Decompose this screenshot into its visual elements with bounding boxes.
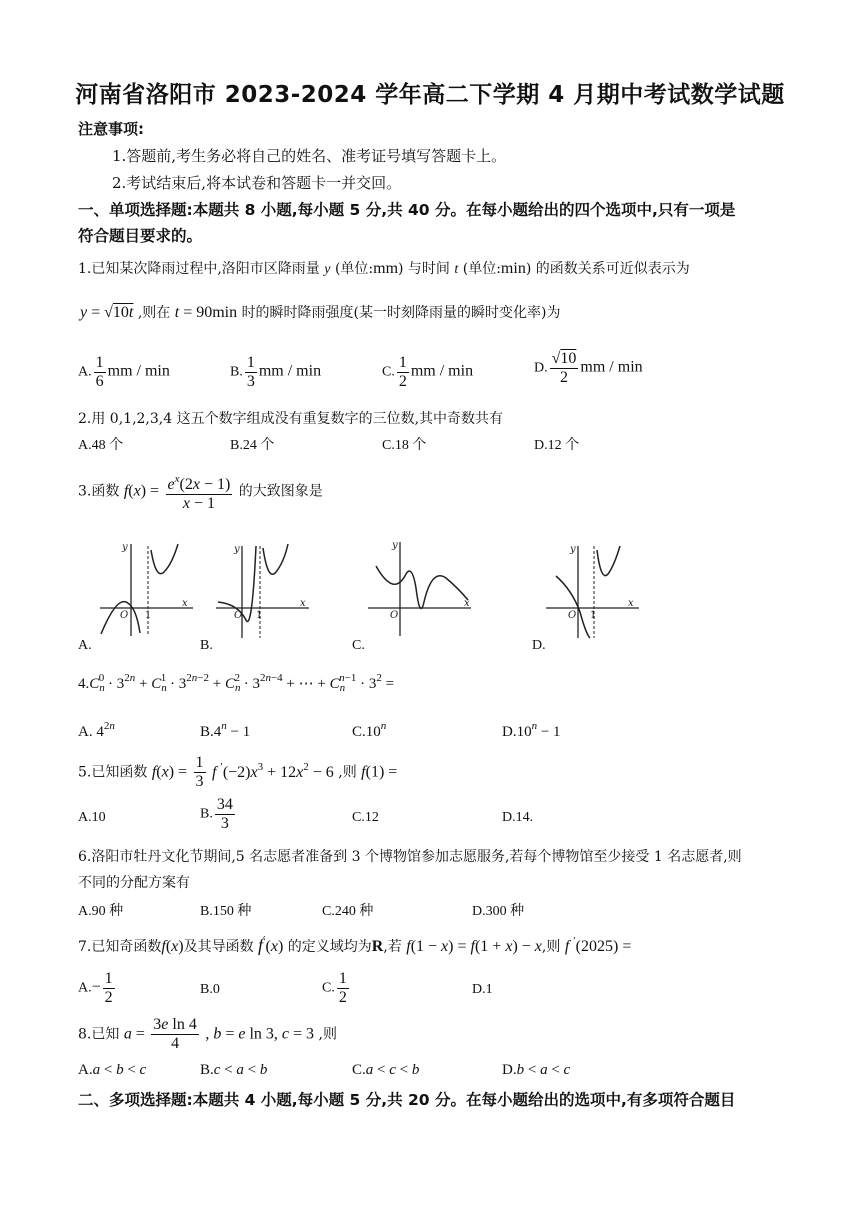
svg-text:y: y xyxy=(570,544,576,555)
question-4-option-d[interactable]: $D.10^n - 1$ xyxy=(502,720,561,740)
question-3-graph-a xyxy=(98,538,198,638)
svg-text:1: 1 xyxy=(590,610,597,621)
question-3-stem: 3.函数 f(x) = $\frac{e^x(2x - 1)}{x - 1}$ 的大致图象是 xyxy=(78,470,323,513)
question-3-option-b[interactable]: B. xyxy=(200,638,213,653)
question-6-option-d[interactable]: D.300 种 xyxy=(472,904,525,919)
question-1-option-c[interactable]: C. $\frac{1}{2}$ mm / min xyxy=(382,354,474,390)
section1-heading-line1: 一、单项选择题:本题共 8 小题,每小题 5 分,共 40 分。在每小题给出的四个选项中,只有一项是 xyxy=(78,201,736,219)
question-3-option-c[interactable]: C. xyxy=(352,638,365,653)
question-5-option-b[interactable]: B. $\frac{34}{3}$ xyxy=(200,796,233,832)
question-5-stem: 5.已知函数 f(x) = $\frac{1}{3}$ f $'(-2)x^3 + 12x^2 - 6$ ,则 f(1) = xyxy=(78,754,398,790)
svg-text:1: 1 xyxy=(145,610,152,621)
section2-heading: 二、多项选择题:本题共 4 小题,每小题 5 分,共 20 分。在每小题给出的选项中,有多项符合题目 xyxy=(78,1091,736,1109)
question-8-option-c[interactable]: C.a < c < b xyxy=(352,1062,420,1078)
question-1-stem: 1.已知某次降雨过程中,洛阳市区降雨量 y (单位:mm) 与时间 t (单位:min) 的函数关系可近似表示为 xyxy=(78,260,690,277)
svg-text:y: y xyxy=(234,544,240,555)
svg-text:O: O xyxy=(568,610,577,621)
question-1-option-a[interactable]: A. $\frac{1}{6}$ mm / min xyxy=(78,354,170,390)
svg-text:1: 1 xyxy=(256,610,263,621)
svg-text:x: x xyxy=(300,598,306,609)
notice-item-1: 1.答题前,考生务必将自己的姓名、准考证号填写答题卡上。 xyxy=(112,147,507,165)
question-6-option-c[interactable]: C.240 种 xyxy=(322,904,374,919)
question-7-option-b[interactable]: B.0 xyxy=(200,982,220,997)
svg-text:x: x xyxy=(628,598,634,609)
question-2-option-c[interactable]: C.18 个 xyxy=(382,438,427,453)
question-3-option-d[interactable]: D. xyxy=(532,638,546,653)
question-7-option-d[interactable]: D.1 xyxy=(472,982,493,997)
svg-text:O: O xyxy=(120,610,129,621)
question-8-stem: 8.已知 a = $\frac{\text{3e ln 4}}{4}$ , b = e ln 3, c = 3 ,则 xyxy=(78,1016,337,1052)
question-4-option-a[interactable]: A. $4^{2n}$ xyxy=(78,720,115,740)
question-8-option-b[interactable]: B.c < a < b xyxy=(200,1062,268,1078)
question-5-option-a[interactable]: A.10 xyxy=(78,810,106,825)
notice-heading: 注意事项: xyxy=(78,120,144,138)
svg-text:O: O xyxy=(234,610,243,621)
question-1-stem-line2: y = √10t ,则在 t = 90min 时的瞬时降雨强度(某一时刻降雨量的瞬时变化率)为 xyxy=(80,304,561,321)
notice-item-2: 2.考试结束后,将本试卷和答题卡一并交回。 xyxy=(112,174,402,192)
question-2-stem: 2.用 0,1,2,3,4 这五个数字组成没有重复数字的三位数,其中奇数共有 xyxy=(78,411,504,427)
question-6-option-b[interactable]: B.150 种 xyxy=(200,904,252,919)
question-2-option-b[interactable]: B.24 个 xyxy=(230,438,275,453)
question-7-option-c[interactable]: C. $\frac{1}{2}$ xyxy=(322,970,347,1006)
svg-text:x: x xyxy=(182,598,188,609)
question-4-option-c[interactable]: C.10$^n$ xyxy=(352,720,387,740)
question-1-option-b[interactable]: B. $\frac{1}{3}$ mm / min xyxy=(230,354,322,390)
question-5-option-d[interactable]: D.14. xyxy=(502,810,534,825)
question-4-option-b[interactable]: $B.4^n - 1$ xyxy=(200,720,251,740)
question-5-option-c[interactable]: C.12 xyxy=(352,810,379,825)
svg-text:O: O xyxy=(390,610,399,621)
question-3-graph-b xyxy=(214,540,314,640)
question-1-option-d[interactable]: D. $\frac{√10}{2}$ mm / min xyxy=(534,350,643,386)
question-7-stem: 7.已知奇函数f(x)及其导函数 f′(x) 的定义域均为R,若 f(1 − x) = f(1 + x) − x,则 f ′(2025) = xyxy=(78,934,632,955)
question-6-stem-line1: 6.洛阳市牡丹文化节期间,5 名志愿者准备到 3 个博物馆参加志愿服务,若每个博物馆至少接受 1 名志愿者,则 xyxy=(78,849,742,865)
svg-text:y: y xyxy=(122,542,128,553)
question-6-stem-line2: 不同的分配方案有 xyxy=(78,875,190,891)
question-2-option-a[interactable]: A.48 个 xyxy=(78,438,124,453)
question-6-option-a[interactable]: A.90 种 xyxy=(78,904,124,919)
question-8-option-d[interactable]: D.b < a < c xyxy=(502,1062,571,1078)
section1-heading-line2: 符合题目要求的。 xyxy=(78,227,203,245)
question-8-option-a[interactable]: A.a < b < c xyxy=(78,1062,147,1078)
page-title: 河南省洛阳市 2023-2024 学年高二下学期 4 月期中考试数学试题 xyxy=(75,82,785,108)
question-3-graph-d xyxy=(544,540,644,640)
svg-text:y: y xyxy=(392,540,398,551)
question-3-graph-c xyxy=(366,538,476,638)
question-7-option-a[interactable]: A.− $\frac{1}{2}$ xyxy=(78,970,113,1006)
question-3-option-a[interactable]: A. xyxy=(78,638,92,653)
question-4-stem: $4.C_n^0 \cdot 3^{2n} + C_n^1 \cdot 3^{2n-2} + C_n^2 \cdot 3^{2n-4}$ + ⋯ + $C_n^{n-1} \cdot 3^2$ = xyxy=(78,672,395,694)
svg-text:x: x xyxy=(464,598,470,609)
question-2-option-d[interactable]: D.12 个 xyxy=(534,438,580,453)
